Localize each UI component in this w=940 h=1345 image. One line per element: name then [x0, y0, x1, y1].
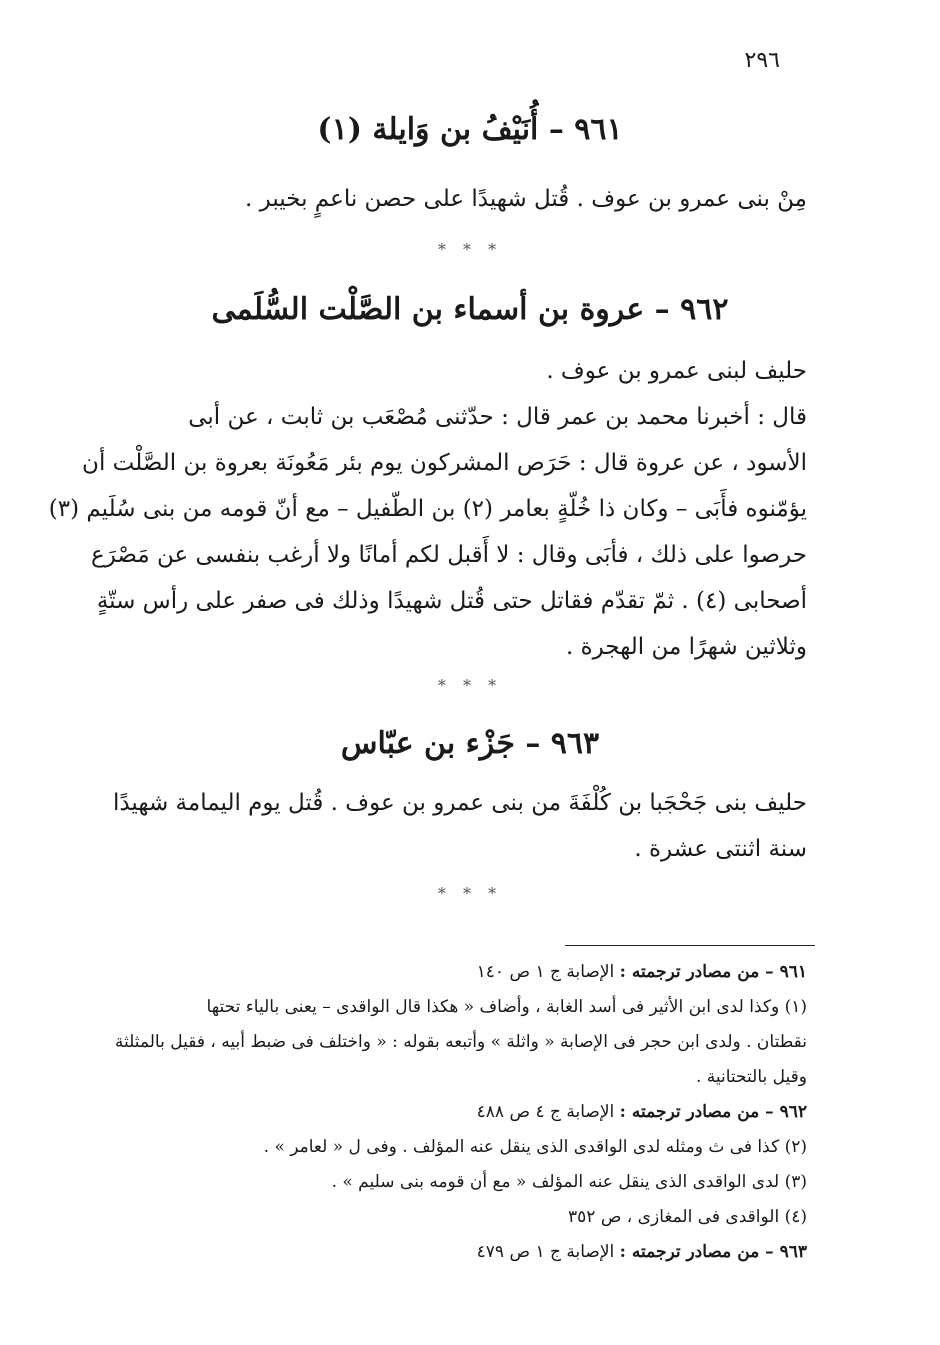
footnote-source-label: ٩٦٢ – من مصادر ترجمته : [619, 1102, 807, 1122]
footnote-line [133, 1235, 807, 1270]
footnote-divider [565, 945, 815, 946]
footnotes [114, 955, 807, 1270]
body-line: الأسود ، عن عروة قال : حَرَص المشركون يوم بئر مَعُونَة بعروة بن الصَّلْت أن [82, 450, 807, 476]
footnote-line [133, 955, 807, 990]
body-line: أصحابى (٤) . ثمّ تقدّم فقاتل حتى قُتل شهيدًا وذلك فى صفر على رأس ستّةٍ [96, 588, 807, 614]
body-line: سنة اثنتى عشرة . [634, 836, 807, 862]
footnote-line [133, 990, 807, 1025]
footnote-text: وقيل بالتحتانية . [695, 1067, 807, 1087]
body-line: حليف بنى جَحْجَبا بن كُلْفَةَ من بنى عمرو بن عوف . قُتل يوم اليمامة شهيدًا [112, 790, 807, 816]
footnote-text: (٢) كذا فى ث ومثله لدى الواقدى الذى ينقل عنه المؤلف . وفى ل « لعامر » . [263, 1137, 807, 1157]
entry-heading-962: ٩٦٢ – عروة بن أسماء بن الصَّلْت السُّلَمى [211, 292, 729, 327]
footnote-text: (٣) لدى الواقدى الذى ينقل عنه المؤلف « مع أن قومه بنى سليم » . [331, 1172, 807, 1192]
body-line: وثلاثين شهرًا من الهجرة . [565, 634, 807, 660]
footnote-text: (٤) الواقدى فى المغازى ، ص ٣٥٢ [568, 1207, 807, 1227]
body-line: حرصوا على ذلك ، فأبَى وقال : لا أَقبل لكم أمانًا ولا أرغب بنفسى عن مَصْرَع [91, 542, 807, 568]
footnote-text: الإصابة ج ٤ ص ٤٨٨ [476, 1102, 615, 1122]
body-line: حليف لبنى عمرو بن عوف . [546, 358, 807, 384]
entry-body-962 [48, 348, 807, 670]
section-separator: * * * [437, 240, 503, 259]
footnote-text: (١) وكذا لدى ابن الأثير فى أسد الغابة ، وأضاف « هكذا قال الواقدى – يعنى بالياء تحتها [206, 997, 807, 1017]
body-line: يؤمّنوه فأَبَى – وكان ذا خُلّةٍ بعامر (٢) بن الطّفيل – مع أنّ قومه من بنى سُلَيم (٣) [48, 496, 807, 522]
footnote-text: الإصابة ج ١ ص ١٤٠ [476, 962, 615, 982]
footnote-line [133, 1095, 807, 1130]
footnote-line [133, 1130, 807, 1165]
entry-heading-961: ٩٦١ – أُنَيْفُ بن وَايلة (١) [317, 112, 623, 147]
body-line: مِنْ بنى عمرو بن عوف . قُتل شهيدًا على حصن ناعمٍ بخيبر . [245, 186, 807, 212]
page-number: ٢٩٦ [744, 48, 780, 73]
entry-body-963 [112, 780, 807, 872]
body-line: قال : أخبرنا محمد بن عمر قال : حدّثنى مُصْعَب بن ثابت ، عن أبى [188, 404, 807, 430]
section-separator: * * * [437, 676, 503, 695]
footnote-line [133, 1060, 807, 1095]
footnote-line [114, 1025, 807, 1060]
section-separator: * * * [437, 884, 503, 903]
footnote-text: نقطتان . ولدى ابن حجر فى الإصابة « واثلة » وأتبعه بقوله : « واختلف فى ضبط أبيه ، فقيل بالمثلثة [114, 1032, 807, 1052]
footnote-source-label: ٩٦١ – من مصادر ترجمته : [619, 962, 807, 982]
entry-body-961 [133, 176, 807, 222]
footnote-source-label: ٩٦٣ – من مصادر ترجمته : [619, 1242, 807, 1262]
entry-heading-963: ٩٦٣ – جَزْء بن عبّاس [340, 726, 600, 761]
footnote-line [133, 1165, 807, 1200]
footnote-line [133, 1200, 807, 1235]
footnote-text: الإصابة ج ١ ص ٤٧٩ [476, 1242, 615, 1262]
